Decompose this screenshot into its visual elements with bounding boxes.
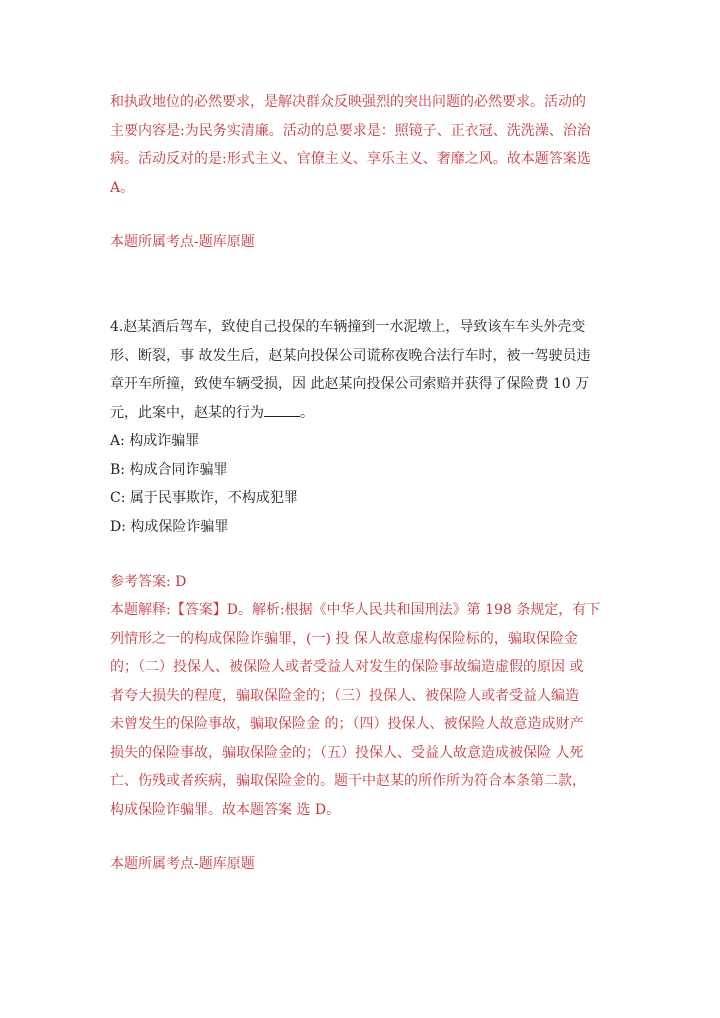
explanation-line: 构成保险诈骗罪。故本题答案 选 D。 [110,801,341,818]
question-line: 形、断裂，事 故发生后，赵某向投保公司谎称夜晚合法行车时，被一驾驶员违 [110,347,591,364]
explanation-line: 主要内容是:为民务实清廉。活动的总要求是：照镜子、正衣冠、洗洗澡、治治 [110,122,591,139]
option-b: B: 构成合同诈骗罪 [110,461,228,478]
explanation-line: 亡、伤残或者疾病，骗取保险金的。题干中赵某的所作所为符合本条第二款， [110,773,586,789]
explanation-line: 未曾发生的保险事故，骗取保险金 的；（四）投保人、被保险人故意造成财产 [110,716,584,732]
explanation-line: 本题解释:【答案】D。解析:根据《中华人民共和国刑法》第 198 条规定，有下 [110,602,601,618]
option-a: A: 构成诈骗罪 [110,433,200,449]
explanation-line: 列情形之一的构成保险诈骗罪，(一) 投 保人故意虚构保险标的，骗取保险金 [110,630,578,647]
source-label: 本题所属考点-题库原题 [110,856,255,872]
previous-explanation [110,88,620,202]
explanation-line: 病。活动反对的是:形式主义、官僚主义、享乐主义、奢靡之风。故本题答案选 [110,151,591,167]
question-stem [110,313,620,427]
question-line: 4.赵某酒后驾车，致使自己投保的车辆撞到一水泥墩上，导致该车车头外壳变 [110,319,586,335]
answer-blank [264,402,300,417]
explanation-line: 的；（二）投保人、被保险人或者受益人对发生的保险事故编造虚假的原因 或 [110,659,584,675]
explanation [110,596,620,824]
explanation-line: 者夸大损失的程度，骗取保险金的；（三）投保人、被保险人或者受益人编造 [110,687,579,704]
explanation-line: 损失的保险事故，骗取保险金的；（五）投保人、受益人故意造成被保险 人死 [110,744,584,761]
options-list [110,427,620,541]
reference-answer: 参考答案: D [110,574,187,590]
explanation-line: A。 [110,179,135,196]
question-line: 章开车所撞，致使车辆受损，因 此赵某向投保公司索赔并获得了保险费 10 万 [110,376,590,392]
option-d: D: 构成保险诈骗罪 [110,518,229,535]
explanation-line: 和执政地位的必然要求，是解决群众反映强烈的突出问题的必然要求。活动的 [110,94,586,110]
option-c: C: 属于民事欺诈，不构成犯罪 [110,490,298,506]
question-line-last: 元，此案中，赵某的行为 。 [110,399,620,428]
previous-source-label: 本题所属考点-题库原题 [110,234,255,250]
